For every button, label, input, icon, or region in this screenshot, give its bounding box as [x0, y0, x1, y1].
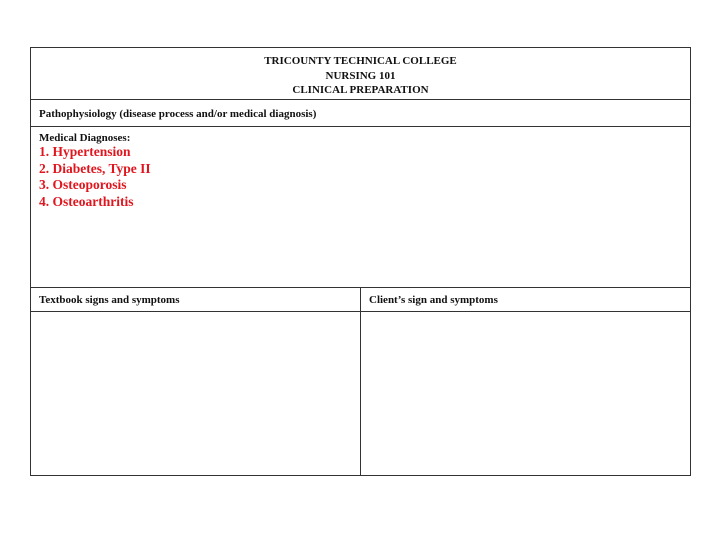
- textbook-signs-header: Textbook signs and symptoms: [30, 287, 361, 312]
- course-name: NURSING 101: [325, 69, 396, 82]
- diagnosis-item: 4. Osteoarthritis: [39, 193, 134, 209]
- diagnosis-item: 2. Diabetes, Type II: [39, 160, 151, 176]
- diagnosis-item: 1. Hypertension: [39, 144, 131, 159]
- diagnosis-item: 3. Osteoporosis: [39, 177, 127, 192]
- college-name: TRICOUNTY TECHNICAL COLLEGE: [264, 55, 457, 67]
- diagnoses-section: [30, 126, 691, 288]
- textbook-signs-field[interactable]: [30, 311, 361, 476]
- pathophysiology-label: Pathophysiology (disease process and/or medical diagnosis): [30, 99, 691, 127]
- client-signs-header: Client’s sign and symptoms: [360, 287, 691, 312]
- client-signs-field[interactable]: [360, 311, 691, 476]
- form-title: CLINICAL PREPARATION: [292, 84, 429, 96]
- form-header: [30, 47, 691, 100]
- diagnoses-label: Medical Diagnoses:: [39, 132, 131, 144]
